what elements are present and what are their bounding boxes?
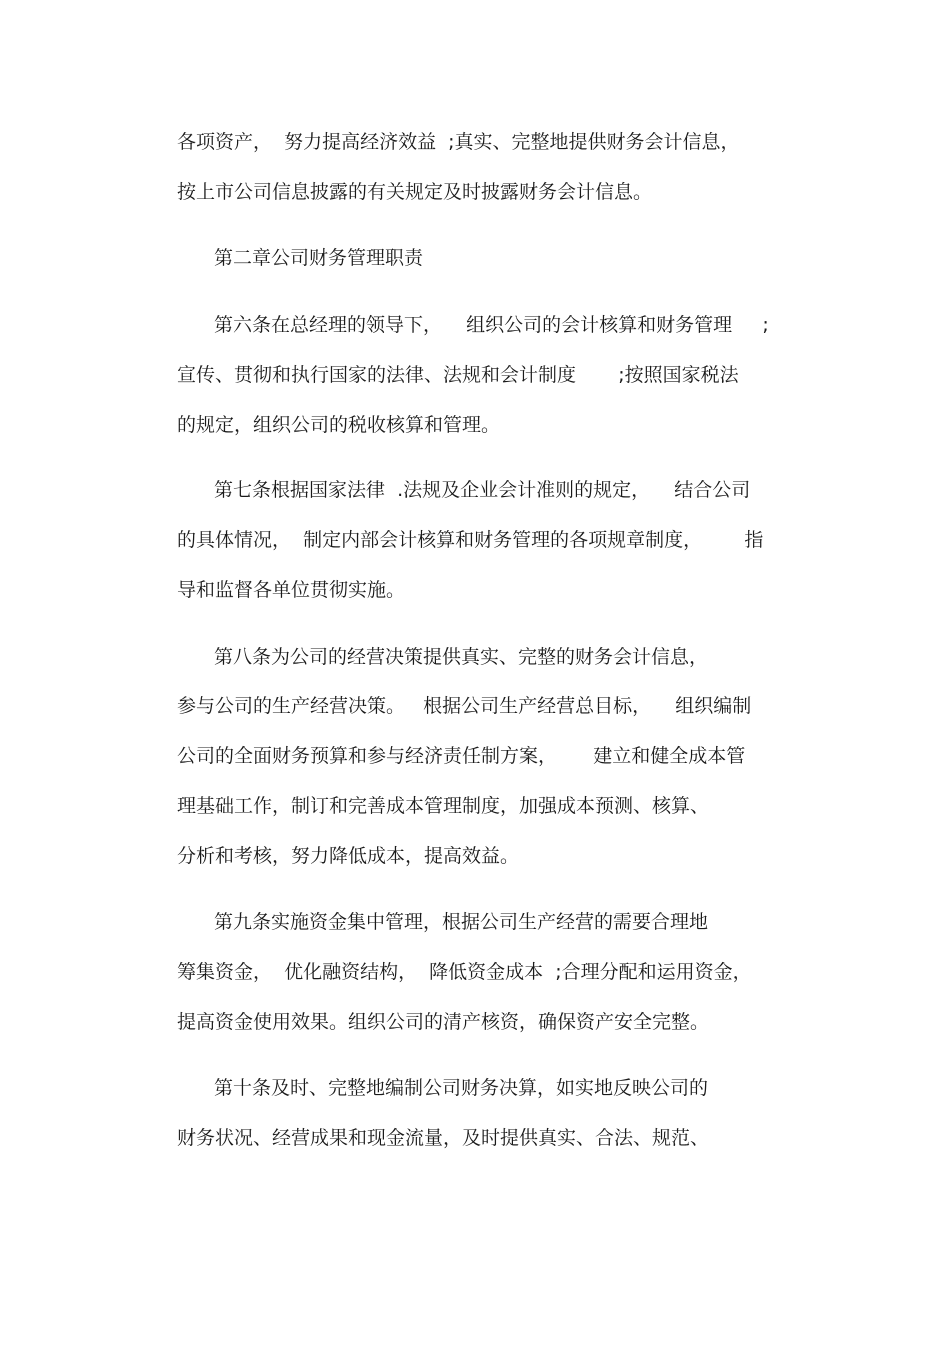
text-line: 第八条为公司的经营决策提供真实、完整的财务会计信息，: [214, 646, 709, 668]
text-line: 第十条及时、完整地编制公司财务决算，如实地反映公司的: [214, 1077, 709, 1099]
text-line: 第七条根据国家法律 .法规及企业会计准则的规定， 结合公司: [214, 479, 751, 501]
text-line: 公司的全面财务预算和参与经济责任制方案， 建立和健全成本管: [177, 745, 746, 767]
text-line: 的具体情况， 制定内部会计核算和财务管理的各项规章制度， 指: [177, 529, 764, 551]
text-line: 财务状况、经营成果和现金流量，及时提供真实、合法、规范、: [177, 1127, 710, 1149]
text-line: 提高资金使用效果。组织公司的清产核资，确保资产安全完整。: [177, 1011, 710, 1033]
text-line: 宣传、贯彻和执行国家的法律、法规和会计制度 ;按照国家税法: [177, 364, 739, 386]
text-line: 导和监督各单位贯彻实施。: [177, 579, 406, 601]
chapter-heading: 第二章公司财务管理职责: [214, 247, 424, 269]
text-line: 第九条实施资金集中管理，根据公司生产经营的需要合理地: [214, 911, 709, 933]
text-line: 的规定，组织公司的税收核算和管理。: [177, 414, 501, 436]
text-line: 第六条在总经理的领导下， 组织公司的会计核算和财务管理 ;: [214, 314, 769, 336]
text-line: 筹集资金， 优化融资结构， 降低资金成本 ;合理分配和运用资金，: [177, 961, 752, 983]
text-line: 理基础工作，制订和完善成本管理制度，加强成本预测、核算、: [177, 795, 710, 817]
text-line: 各项资产， 努力提高经济效益 ;真实、完整地提供财务会计信息，: [177, 131, 740, 153]
text-line: 按上市公司信息披露的有关规定及时披露财务会计信息。: [177, 181, 653, 203]
text-line: 参与公司的生产经营决策。 根据公司生产经营总目标， 组织编制: [177, 695, 752, 717]
text-line: 分析和考核，努力降低成本，提高效益。: [177, 845, 520, 867]
